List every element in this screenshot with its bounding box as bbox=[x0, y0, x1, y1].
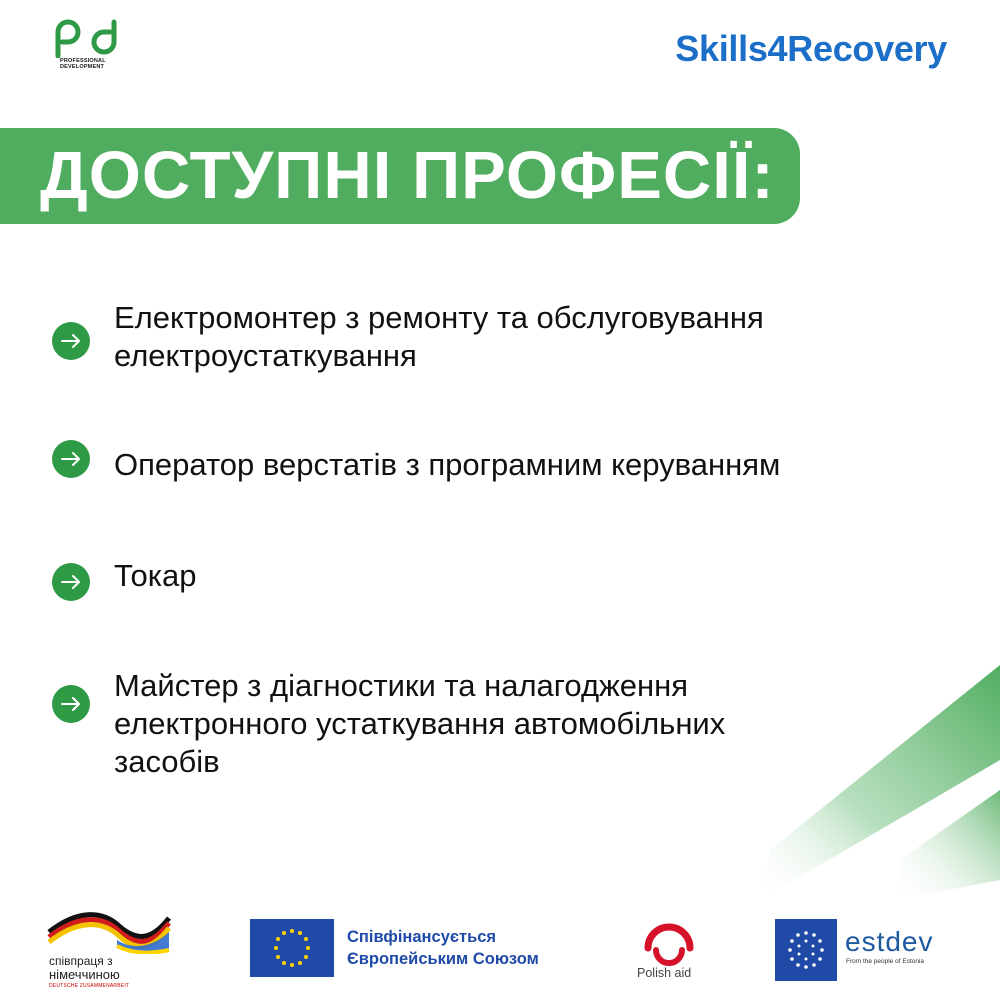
eu-line-1: Співфінансується bbox=[347, 928, 497, 946]
eu-cofunding-text bbox=[347, 926, 539, 970]
estdev-flag-icon bbox=[775, 919, 837, 981]
profession-line: Токар bbox=[114, 558, 197, 593]
profession-line: Оператор верстатів з програмним керуванням bbox=[114, 447, 781, 482]
list-item bbox=[52, 667, 892, 781]
profession-line: Майстер з діагностики та налагодження bbox=[114, 668, 689, 703]
german-cooperation-logo bbox=[47, 910, 177, 990]
professional-development-logo bbox=[50, 18, 130, 76]
germany-line-3: DEUTSCHE ZUSAMMENARBEIT bbox=[49, 983, 130, 989]
profession-line: електронного устаткування автомобільних bbox=[114, 706, 726, 741]
profession-line: засобів bbox=[114, 744, 220, 779]
arrow-right-icon bbox=[52, 563, 90, 601]
estdev-tagline: From the people of Estonia bbox=[846, 958, 925, 965]
germany-line-2: німеччиною bbox=[49, 967, 120, 982]
list-item bbox=[52, 299, 892, 379]
arrow-right-icon bbox=[52, 685, 90, 723]
banner-title: ДОСТУПНІ ПРОФЕСІЇ: bbox=[40, 138, 775, 213]
list-item bbox=[52, 446, 892, 486]
polish-aid-logo bbox=[634, 918, 714, 984]
logo-text-professional: PROFESSIONAL bbox=[60, 58, 106, 64]
pd-logo-icon bbox=[52, 18, 120, 58]
flag-ribbon-icon bbox=[47, 910, 172, 954]
brand-title: Skills4Recovery bbox=[675, 28, 947, 69]
list-item bbox=[52, 557, 892, 597]
eu-flag-icon bbox=[250, 919, 334, 977]
logo-text-development: DEVELOPMENT bbox=[60, 64, 105, 70]
eu-line-2: Європейським Союзом bbox=[347, 950, 539, 968]
banner bbox=[0, 128, 800, 224]
germany-line-1: співпраця з bbox=[49, 954, 113, 968]
profession-line: електроустаткування bbox=[114, 338, 417, 373]
arrow-right-icon bbox=[52, 322, 90, 360]
polish-aid-label: Polish aid bbox=[637, 966, 692, 980]
estdev-name: estdev bbox=[845, 926, 934, 957]
arrow-right-icon bbox=[52, 440, 90, 478]
polish-aid-icon bbox=[634, 918, 714, 966]
profession-line: Електромонтер з ремонту та обслуговування bbox=[114, 300, 764, 335]
